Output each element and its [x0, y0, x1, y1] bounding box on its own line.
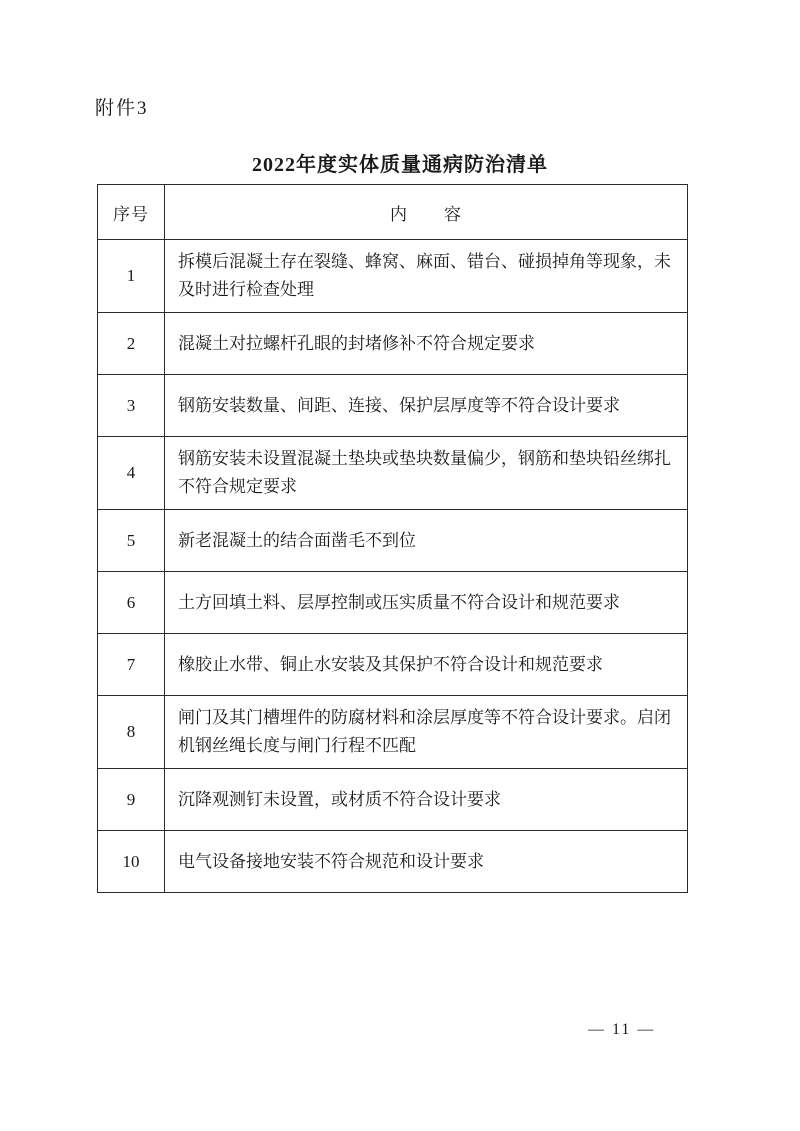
row-content: 电气设备接地安装不符合规范和设计要求: [165, 831, 688, 893]
header-number: 序号: [98, 185, 165, 240]
table-row: [98, 313, 688, 375]
row-content: 沉降观测钉未设置，或材质不符合设计要求: [165, 769, 688, 831]
row-content: 新老混凝土的结合面凿毛不到位: [165, 510, 688, 572]
row-content: 闸门及其门槽埋件的防腐材料和涂层厚度等不符合设计要求。启闭机钢丝绳长度与闸门行程不匹配: [165, 696, 688, 769]
row-number: 1: [98, 240, 165, 313]
header-content: 内 容: [165, 185, 688, 240]
defects-table: [97, 184, 688, 893]
table-row: [98, 769, 688, 831]
table-row: [98, 437, 688, 510]
row-content: 钢筋安装未设置混凝土垫块或垫块数量偏少，钢筋和垫块铅丝绑扎不符合规定要求: [165, 437, 688, 510]
table-row: [98, 240, 688, 313]
row-number: 4: [98, 437, 165, 510]
row-number: 5: [98, 510, 165, 572]
defects-table-header: [98, 185, 688, 240]
row-number: 10: [98, 831, 165, 893]
attachment-label: 附件3: [95, 98, 149, 119]
row-number: 2: [98, 313, 165, 375]
table-row: [98, 696, 688, 769]
row-content: 拆模后混凝土存在裂缝、蜂窝、麻面、错台、碰损掉角等现象，未及时进行检查处理: [165, 240, 688, 313]
row-number: 7: [98, 634, 165, 696]
row-content: 橡胶止水带、铜止水安装及其保护不符合设计和规范要求: [165, 634, 688, 696]
row-content: 土方回填土料、层厚控制或压实质量不符合设计和规范要求: [165, 572, 688, 634]
table-row: [98, 510, 688, 572]
row-number: 8: [98, 696, 165, 769]
table-row: [98, 634, 688, 696]
row-number: 3: [98, 375, 165, 437]
page-number: — 11 —: [588, 1021, 656, 1038]
defects-table-body: [98, 240, 688, 893]
table-row: [98, 375, 688, 437]
row-number: 9: [98, 769, 165, 831]
row-content: 钢筋安装数量、间距、连接、保护层厚度等不符合设计要求: [165, 375, 688, 437]
row-content: 混凝土对拉螺杆孔眼的封堵修补不符合规定要求: [165, 313, 688, 375]
table-row: [98, 572, 688, 634]
table-row: [98, 831, 688, 893]
row-number: 6: [98, 572, 165, 634]
header-row: [98, 185, 688, 240]
page-title: 2022年度实体质量通病防治清单: [252, 154, 548, 176]
